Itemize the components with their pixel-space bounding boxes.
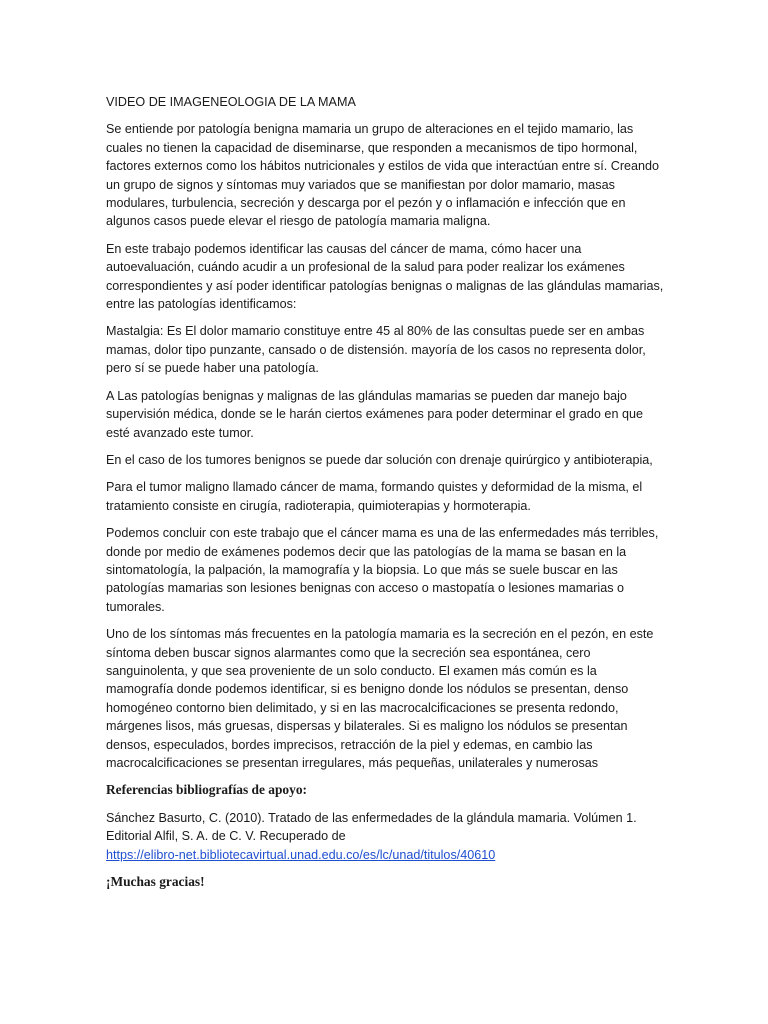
paragraph-conclusion: Podemos concluir con este trabajo que el cáncer mama es una de las enfermedades más terribles, donde por medio de exámenes podemos decir que las patologías de la mama se basan en la sintomatología, la palpación, la mamografía y la biopsia. Lo que más se suele buscar en las patologías mamarias son lesiones benignas con acceso o mastopatía o lesiones mamarias o tumorales. — [106, 526, 659, 614]
paragraph-symptoms: Uno de los síntomas más frecuentes en la patología mamaria es la secreción en el pezón, en este síntoma deben buscar signos alarmantes como que la secreción sea espontánea, cero sanguinolenta, y que sea proveniente de un solo conducto. El examen más común es la mamografía donde podemos identificar, si es benigno donde los nódulos se presentan, denso homogéneo contorno bien delimitado, y si en las macrocalcificaciones se presenta redondo, márgenes lisos, más gruesas, dispersas y bilaterales. Si es maligno los nódulos se presentan densos, especulados, bordes imprecisos, retracción de la piel y edemas, en cambio las macrocalcificaciones se presentan irregulares, más pequeñas, unilaterales y numerosas — [106, 627, 654, 770]
paragraph-mastalgia: Mastalgia: Es El dolor mamario constituye entre 45 al 80% de las consultas puede ser en ambas mamas, dolor tipo punzante, cansado o de distensión. mayoría de los casos no representa dolor, pero sí se puede haber una patología. — [106, 324, 646, 376]
document-title: VIDEO DE IMAGENEOLOGIA DE LA MAMA — [106, 95, 356, 109]
paragraph-benign-treatment: En el caso de los tumores benignos se puede dar solución con drenaje quirúrgico y antibioterapia, — [106, 452, 653, 467]
paragraph-management: A Las patologías benignas y malignas de las glándulas mamarias se pueden dar manejo bajo supervisión médica, donde se le harán ciertos exámenes para poder determinar el grado en que esté avanzado este tumor. — [106, 388, 643, 440]
document-body — [106, 93, 666, 891]
reference-citation: Sánchez Basurto, C. (2010). Tratado de las enfermedades de la glándula mamaria. Volúmen 1. Editorial Alfil, S. A. de C. V. Recuperado de — [106, 810, 637, 844]
references-heading: Referencias bibliografías de apoyo: — [106, 782, 307, 798]
reference-link[interactable]: https://elibro-net.bibliotecavirtual.unad.edu.co/es/lc/unad/titulos/40610 — [106, 847, 496, 862]
reference-entry — [106, 809, 666, 864]
closing-thanks: ¡Muchas gracias! — [106, 874, 205, 890]
paragraph-intro: Se entiende por patología benigna mamaria un grupo de alteraciones en el tejido mamario, las cuales no tienen la capacidad de diseminarse, que responden a mecanismos de tipo hormonal, factores externos como los hábitos nutricionales y estilos de vida que interactúan entre sí. Creando un grupo de signos y síntomas muy variados que se manifiestan por dolor mamario, masas modulares, turbulencia, secreción y descarga por el pezón y o inflamación e infección que en algunos casos puede elevar el riesgo de patología mamaria maligna. — [106, 122, 660, 229]
paragraph-malignant-treatment: Para el tumor maligno llamado cáncer de mama, formando quistes y deformidad de la misma, el tratamiento consiste en cirugía, radioterapia, quimioterapias y hormoterapia. — [106, 480, 643, 513]
paragraph-causes: En este trabajo podemos identificar las causas del cáncer de mama, cómo hacer una autoevaluación, cuándo acudir a un profesional de la salud para poder realizar los exámenes correspondientes y así poder identificar patologías benignas o malignas de las glándulas mamarias, entre las patologías identificamos: — [106, 241, 664, 312]
